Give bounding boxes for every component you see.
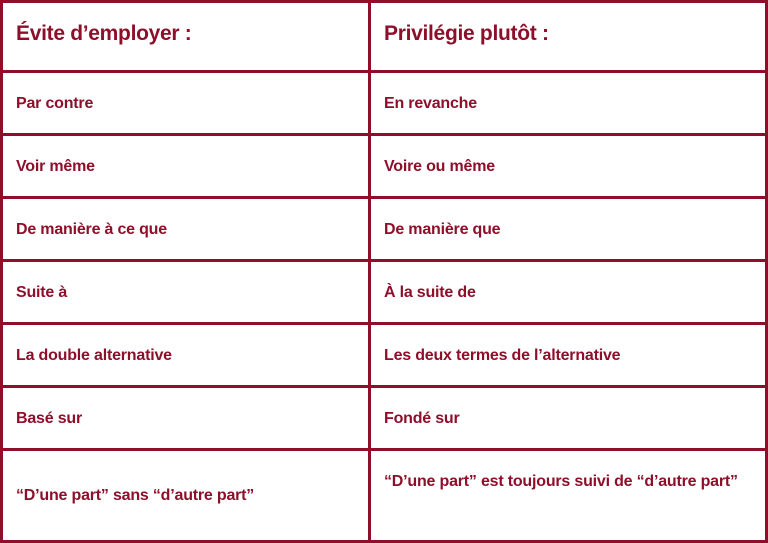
prefer-text: À la suite de	[384, 284, 476, 301]
avoid-text: De manière à ce que	[16, 221, 167, 238]
avoid-text: La double alternative	[16, 347, 172, 364]
table-row-3-prefer	[371, 199, 765, 262]
table-row-5-prefer	[371, 325, 765, 388]
header-avoid	[3, 3, 371, 73]
table-row-3-avoid	[3, 199, 371, 262]
header-prefer	[371, 3, 765, 73]
table-row-5-avoid	[3, 325, 371, 388]
header-prefer-label: Privilégie plutôt :	[384, 22, 549, 45]
avoid-text: Voir même	[16, 158, 95, 175]
table-row-6-avoid	[3, 388, 371, 451]
header-avoid-label: Évite d’employer :	[16, 22, 192, 45]
table-row-2-prefer	[371, 136, 765, 199]
table-row-1-avoid	[3, 73, 371, 136]
avoid-text: Par contre	[16, 95, 94, 112]
table-row-7-avoid	[3, 451, 371, 540]
prefer-text: Fondé sur	[384, 410, 460, 427]
prefer-text: En revanche	[384, 95, 477, 112]
avoid-text: Basé sur	[16, 410, 82, 427]
prefer-text: Les deux termes de l’alternative	[384, 347, 621, 364]
table-row-4-prefer	[371, 262, 765, 325]
prefer-text: De manière que	[384, 221, 501, 238]
avoid-text: Suite à	[16, 284, 68, 301]
table-row-1-prefer	[371, 73, 765, 136]
table-row-2-avoid	[3, 136, 371, 199]
table-row-6-prefer	[371, 388, 765, 451]
table-row-4-avoid	[3, 262, 371, 325]
prefer-text: “D’une part” est toujours suivi de “d’autre part”	[384, 473, 738, 490]
table-row-7-prefer	[371, 451, 765, 540]
prefer-text: Voire ou même	[384, 158, 495, 175]
avoid-text: “D’une part” sans “d’autre part”	[16, 487, 255, 504]
